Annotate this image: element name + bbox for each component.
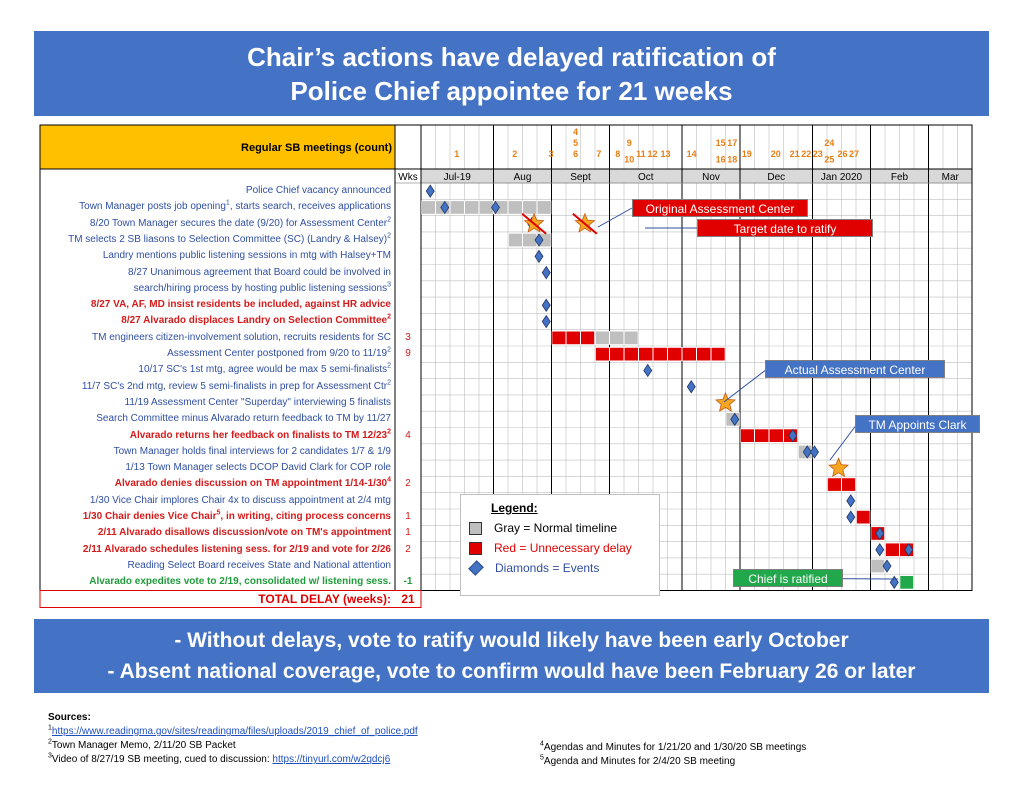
meeting-count: 21: [789, 149, 800, 159]
row-weeks: 2: [405, 543, 411, 555]
source-2: $^2$Town Manager Memo, 2/11/20 SB Packet: [48, 738, 236, 751]
row-label: Landry mentions public listening sessions in mtg with Halsey+TM: [102, 250, 391, 262]
legend-title: Legend:: [491, 501, 538, 515]
row-label: Town Manager holds final interviews for 2 candidates 1/7 & 1/9: [113, 445, 391, 457]
row-label: 8/20 Town Manager secures the date (9/20) for Assessment Center$^2$: [89, 216, 391, 229]
meeting-count: 8: [615, 149, 621, 159]
row-label: 1/13 Town Manager selects DCOP David Clark for COP role: [125, 462, 391, 474]
title-line-2: Police Chief appointee for 21 weeks: [290, 75, 733, 106]
month-label: Aug: [513, 172, 532, 183]
row-weeks: 4: [405, 429, 411, 441]
row-label: Alvarado expedites vote to 2/19, consolidated w/ listening sess.: [89, 576, 391, 588]
source-1-link[interactable]: https://www.readingma.gov/sites/readingma/files/uploads/2019_chief_of_police.pdf: [51, 726, 418, 737]
row-weeks: -1: [403, 576, 413, 588]
sources-heading: Sources:: [48, 712, 91, 723]
row-label: Police Chief vacancy announced: [245, 185, 391, 196]
red-bar: [552, 331, 595, 344]
event-diamond: [876, 544, 884, 556]
callout-tm-appoints: TM Appoints Clark: [855, 415, 980, 433]
row-label: Alvarado denies discussion on TM appointment $1/14-1/30^4$: [114, 477, 391, 490]
gray-bar: [509, 233, 552, 246]
row-label: Reading Select Board receives State and National attention: [127, 559, 391, 571]
meeting-count: 26: [837, 149, 848, 159]
row-label: TM selects 2 SB liasons to Selection Committee (SC) (Landry & Halsey)$^2$: [68, 232, 391, 245]
meeting-count: 2: [512, 149, 518, 159]
month-label: Oct: [637, 172, 654, 183]
event-diamond: [847, 495, 855, 507]
red-bar: [596, 348, 726, 361]
row-label: 10/17 SC's 1st mtg, agree would be max 5 semi-finalists$^2$: [138, 362, 391, 376]
meeting-count: 23: [812, 149, 823, 159]
event-star: [829, 458, 848, 476]
month-label: Feb: [890, 172, 909, 183]
row-label: Search Committee minus Alvarado return feedback to TM by 11/27: [96, 413, 391, 425]
title-line-1: Chair’s actions have delayed ratification of: [247, 41, 776, 72]
meetings-header-label: Regular SB meetings (count): [241, 142, 392, 154]
green-bar: [900, 576, 914, 589]
meeting-count: 10: [624, 154, 635, 165]
row-label: 11/7 SC's 2nd mtg, review 5 semi-finalists in prep for Assessment Ctr$^2$: [81, 379, 391, 392]
event-diamond: [542, 299, 550, 311]
row-label: 8/27 Unanimous agreement that Board could be involved in: [128, 266, 391, 278]
row-label: 2/11 Alvarado disallows discussion/vote on TM's appointment: [97, 527, 391, 539]
legend: [460, 494, 660, 596]
row-label: Assessment Center postponed from 9/20 to $11/19^2$: [167, 346, 391, 359]
source-5: $^5$Agenda and Minutes for 2/4/20 SB meeting: [540, 754, 736, 767]
callout-pointer: [830, 424, 857, 460]
gray-bar: [596, 331, 639, 344]
month-band: [421, 169, 972, 183]
sources: [48, 711, 418, 767]
meeting-count: 9: [626, 138, 632, 148]
callout-chief-ratified: Chief is ratified: [733, 569, 843, 587]
callout-target-date: Target date to ratify: [697, 219, 873, 237]
event-diamond: [535, 250, 543, 262]
event-diamond: [542, 316, 550, 328]
source-1: $^1$https://www.readingma.gov/sites/readingma/files/uploads/2019_chief_of_police.pdf: [48, 724, 418, 737]
month-label: Nov: [702, 172, 720, 183]
row-label: 8/27 VA, AF, MD insist residents be included, against HR advice: [90, 299, 391, 311]
meeting-count: 3: [548, 149, 554, 159]
callout-pointer: [598, 208, 632, 227]
callout-original-assessment: Original Assessment Center: [632, 199, 808, 217]
row-label: 1/30 Chair denies Vice Chair$^5$, in writing, citing process concerns: [82, 509, 391, 522]
event-diamond: [426, 185, 434, 197]
row-weeks: 2: [405, 478, 411, 490]
gray-bar: [871, 559, 885, 572]
month-label: Jul-19: [443, 172, 471, 183]
meeting-count: 27: [849, 149, 860, 159]
meeting-count: 1: [454, 149, 460, 159]
meeting-count: 16: [715, 154, 726, 165]
meeting-count: 24: [824, 138, 835, 148]
legend-red: Red = Unnecessary delay: [469, 540, 632, 556]
row-label: Alvarado returns her feedback on finalists to TM $12/23^2$: [129, 428, 391, 441]
row-label: TM engineers citizen-involvement solution, recruits residents for SC: [91, 331, 391, 343]
callout-actual-assessment: Actual Assessment Center: [765, 360, 945, 378]
meeting-count: 12: [647, 149, 658, 159]
meeting-count: 15: [715, 138, 726, 148]
sources-right: [540, 741, 806, 769]
diamond-icon: [468, 560, 484, 576]
event-diamond: [542, 267, 550, 279]
row-label: 8/27 Alvarado displaces Landry on Selection Committee$^2$: [121, 314, 391, 327]
month-label: Jan 2020: [820, 172, 863, 183]
meeting-count: 18: [727, 154, 738, 165]
row-label: 1/30 Vice Chair implores Chair 4x to discuss appointment at 2/4 mtg: [89, 494, 391, 506]
row-weeks: 3: [405, 331, 411, 343]
meeting-count: 13: [660, 149, 671, 159]
month-label: Mar: [941, 172, 959, 183]
gray-swatch: [469, 522, 482, 535]
meeting-count: 6: [573, 149, 579, 159]
meeting-count: 5: [573, 138, 579, 148]
total-value: 21: [401, 591, 415, 606]
conclusion-line-2: - Absent national coverage, vote to confirm would have been February 26 or later: [107, 660, 916, 683]
source-4: $^4$Agendas and Minutes for 1/21/20 and 1/30/20 SB meetings: [540, 740, 807, 753]
month-label: Dec: [767, 172, 786, 183]
legend-diamond: Diamonds = Events: [469, 560, 599, 576]
wks-header-label: Wks: [398, 172, 418, 183]
month-label: Sept: [570, 172, 591, 183]
row-label: 11/19 Assessment Center "Superday" interviewing 5 finalists: [124, 396, 391, 408]
source-3: $^3$Video of 8/27/19 SB meeting, cued to discussion: https://tinyurl.com/w2qdcj6: [48, 752, 391, 765]
red-bar: [857, 511, 871, 524]
conclusion-banner: [34, 619, 989, 693]
event-diamond: [687, 381, 695, 393]
event-diamond: [644, 364, 652, 376]
meeting-count: 17: [727, 138, 738, 148]
total-label: TOTAL DELAY (weeks):: [258, 591, 391, 606]
event-diamond: [890, 576, 898, 588]
meeting-count: 20: [770, 149, 781, 159]
meeting-count: 25: [824, 154, 835, 165]
row-label: search/hiring process by hosting public listening sessions$^3$: [133, 281, 391, 294]
event-diamond: [847, 511, 855, 523]
legend-gray: Gray = Normal timeline: [469, 520, 617, 536]
meeting-count: 11: [636, 149, 646, 159]
row-weeks: 1: [405, 511, 411, 522]
row-label: 2/11 Alvarado schedules listening sess. for 2/19 and vote for 2/26: [82, 543, 391, 555]
callout-pointer: [724, 369, 767, 402]
red-swatch: [469, 542, 482, 555]
meeting-count: 7: [596, 149, 602, 159]
row-label: Town Manager posts job opening$^1$, starts search, receives applications: [79, 199, 391, 213]
meeting-count: 22: [801, 149, 812, 159]
conclusion-line-1: - Without delays, vote to ratify would likely have been early October: [174, 629, 849, 652]
row-weeks: 9: [405, 348, 411, 359]
row-weeks: 1: [405, 527, 411, 539]
meeting-count: 4: [573, 127, 579, 137]
source-3-link[interactable]: https://tinyurl.com/w2qdcj6: [272, 754, 391, 765]
meeting-count: 19: [741, 149, 752, 159]
meeting-count: 14: [686, 149, 697, 159]
